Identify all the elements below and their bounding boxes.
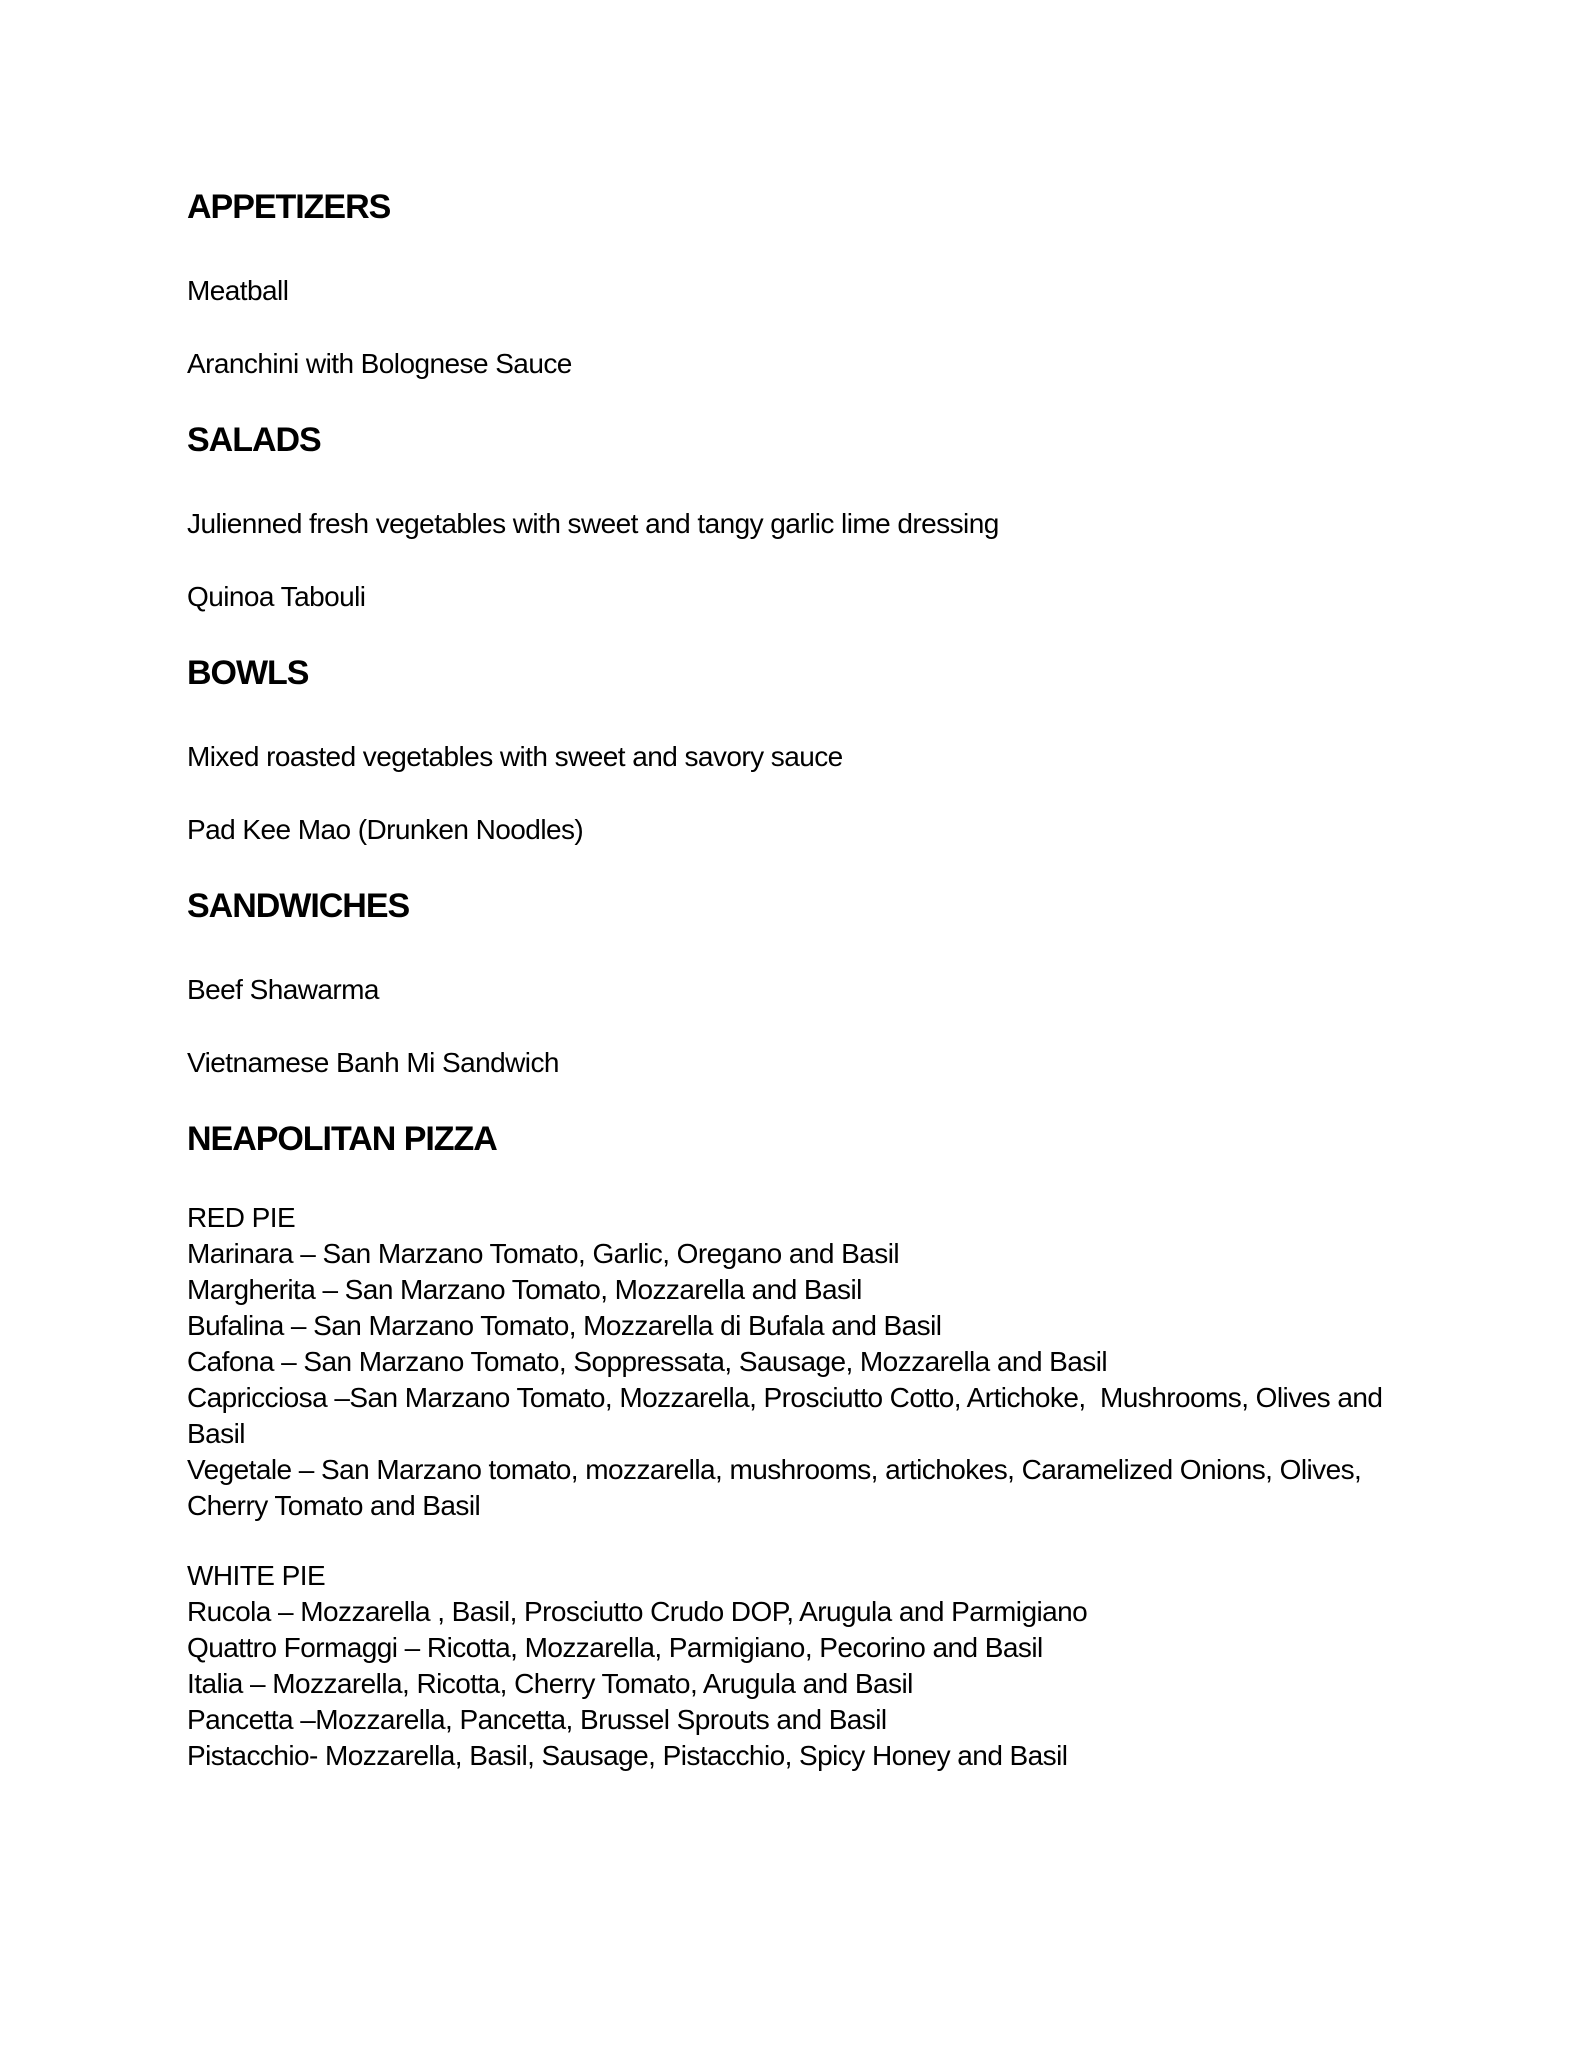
menu-item-aranchini: Aranchini with Bolognese Sauce: [187, 348, 572, 379]
pizza-line-bufalina: Bufalina – San Marzano Tomato, Mozzarella di Bufala and Basil: [187, 1310, 942, 1341]
pizza-line-capricciosa: Capricciosa –San Marzano Tomato, Mozzarella, Prosciutto Cotto, Artichoke, Mushrooms, Olives and Basil: [187, 1382, 1390, 1449]
menu-item-julienned-vegetables: Julienned fresh vegetables with sweet and tangy garlic lime dressing: [187, 508, 999, 539]
section-heading-appetizers: APPETIZERS: [187, 188, 391, 226]
menu-item-beef-shawarma: Beef Shawarma: [187, 974, 379, 1005]
pizza-group-label-white-pie: WHITE PIE: [187, 1560, 326, 1591]
menu-item-banh-mi: Vietnamese Banh Mi Sandwich: [187, 1047, 559, 1078]
section-heading-neapolitan-pizza: NEAPOLITAN PIZZA: [187, 1120, 497, 1158]
menu-item-pad-kee-mao: Pad Kee Mao (Drunken Noodles): [187, 814, 584, 845]
section-heading-salads: SALADS: [187, 421, 321, 459]
pizza-line-italia: Italia – Mozzarella, Ricotta, Cherry Tomato, Arugula and Basil: [187, 1668, 913, 1699]
pizza-line-marinara: Marinara – San Marzano Tomato, Garlic, Oregano and Basil: [187, 1238, 900, 1269]
pizza-line-pistacchio: Pistacchio- Mozzarella, Basil, Sausage, Pistacchio, Spicy Honey and Basil: [187, 1740, 1068, 1771]
pizza-group-white-pie: [187, 1558, 1396, 1774]
pizza-line-quattro-formaggi: Quattro Formaggi – Ricotta, Mozzarella, Parmigiano, Pecorino and Basil: [187, 1632, 1043, 1663]
pizza-line-cafona: Cafona – San Marzano Tomato, Soppressata, Sausage, Mozzarella and Basil: [187, 1346, 1108, 1377]
section-heading-bowls: BOWLS: [187, 654, 309, 692]
pizza-line-margherita: Margherita – San Marzano Tomato, Mozzarella and Basil: [187, 1274, 862, 1305]
section-neapolitan-pizza: [187, 1117, 1396, 1774]
menu-item-quinoa-tabouli: Quinoa Tabouli: [187, 581, 366, 612]
section-sandwiches: [187, 884, 1396, 1081]
menu-item-meatball: Meatball: [187, 275, 289, 306]
pizza-line-vegetale: Vegetale – San Marzano tomato, mozzarella, mushrooms, artichokes, Caramelized Onions, Olives, Cherry Tomato and Basil: [187, 1454, 1369, 1521]
section-appetizers: [187, 185, 1396, 382]
pizza-line-rucola: Rucola – Mozzarella , Basil, Prosciutto Crudo DOP, Arugula and Parmigiano: [187, 1596, 1088, 1627]
section-salads: [187, 418, 1396, 615]
section-bowls: [187, 651, 1396, 848]
pizza-group-label-red-pie: RED PIE: [187, 1202, 296, 1233]
pizza-line-pancetta: Pancetta –Mozzarella, Pancetta, Brussel Sprouts and Basil: [187, 1704, 887, 1735]
section-heading-sandwiches: SANDWICHES: [187, 887, 410, 925]
menu-item-mixed-roasted-vegetables: Mixed roasted vegetables with sweet and savory sauce: [187, 741, 843, 772]
pizza-group-red-pie: [187, 1200, 1396, 1524]
